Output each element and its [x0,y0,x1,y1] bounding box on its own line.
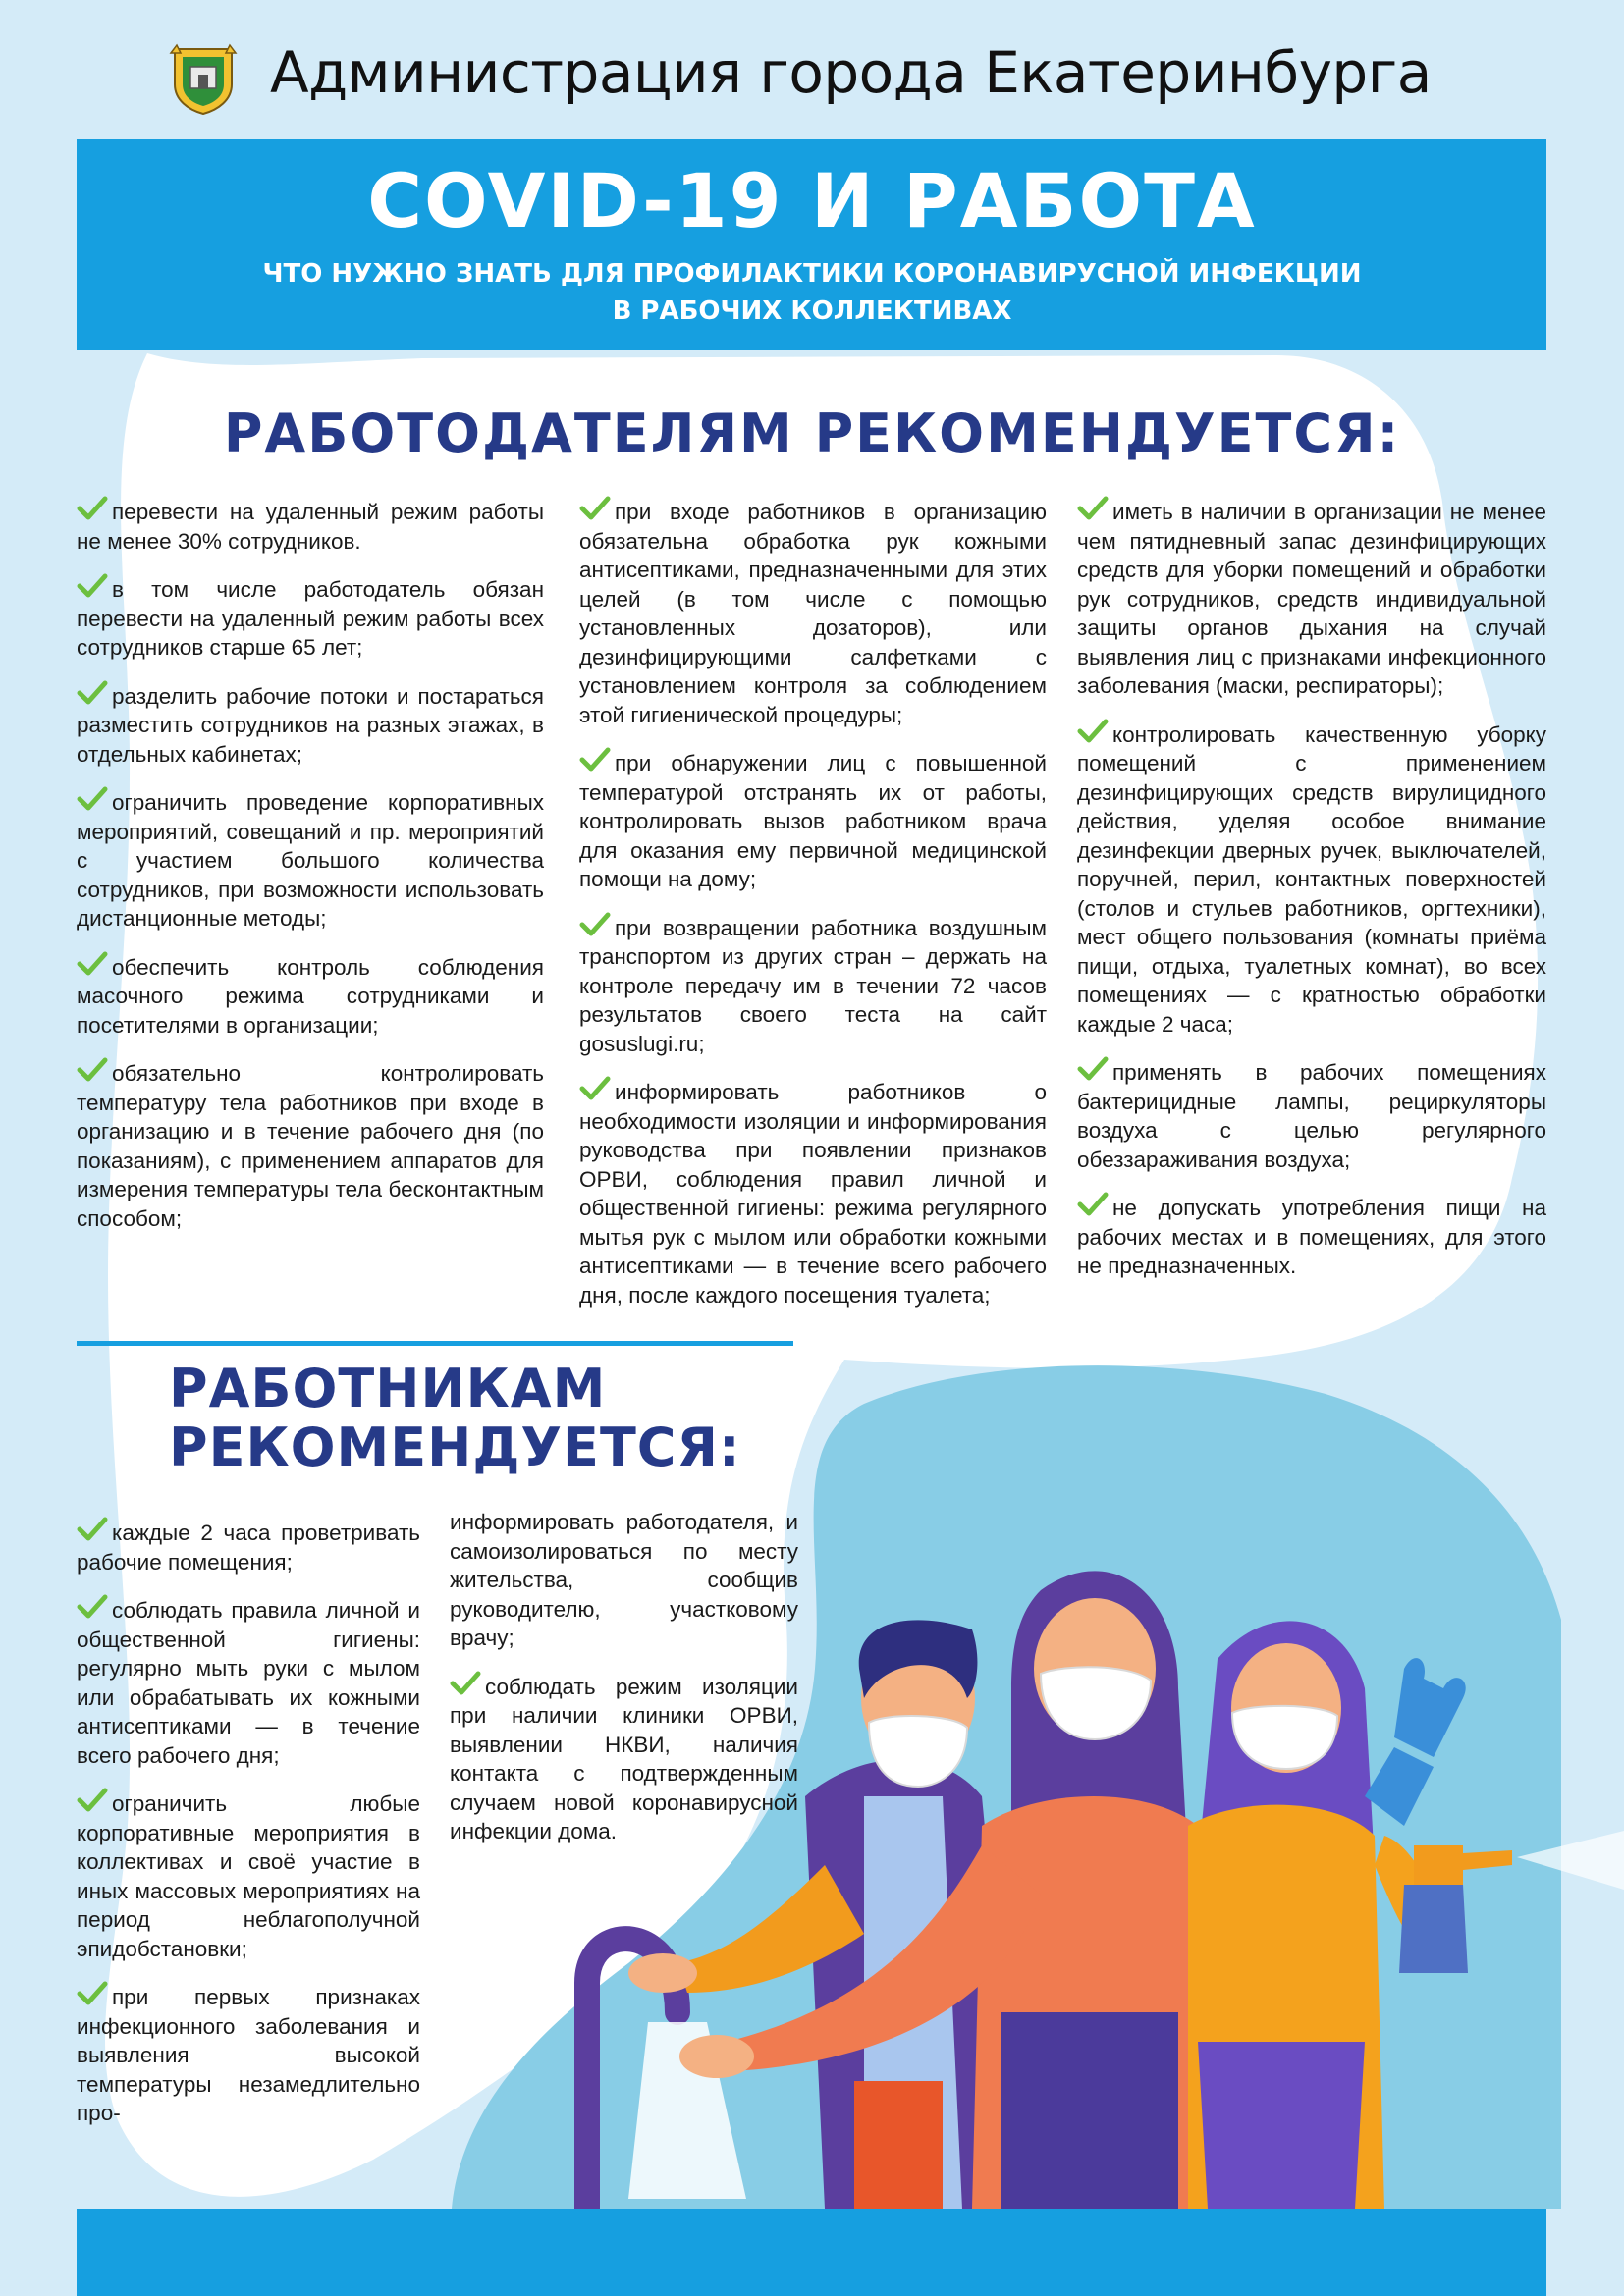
list-item [77,1981,420,2128]
list-item-text: обязательно контролировать температуру тела работников при входе в организацию и в течение рабочего дня (по показаниям), с применением аппаратов для измерения температуры тела бесконтактным способом; [77,1061,544,1231]
list-item-text: соблюдать режим изоляции при наличии клиники ОРВИ, выявлении НКВИ, наличия контакта с подтвержденным случаем новой коронавирусной инфекции дома. [450,1674,798,1843]
list-item-continuation: информировать работодателя, и самоизолироваться по месту жительства, сообщив руководителю, участковому врачу; [450,1510,798,1650]
list-item-text: перевести на удаленный режим работы не менее 30% сотрудников. [77,500,544,554]
list-item-text: соблюдать правила личной и общественной гигиены: регулярно мыть руки с мылом или обрабатывать их кожными антисептиками — в течение всего рабочего дня; [77,1598,420,1768]
check-icon [77,1788,108,1813]
check-icon [77,1517,108,1542]
list-item [450,1671,798,1846]
check-icon [450,1671,481,1696]
employers-heading: РАБОТОДАТЕЛЯМ РЕКОМЕНДУЕТСЯ: [223,402,1401,464]
list-item-text: не допускать употребления пищи на рабочих местах и в помещениях, для этого не предназначенных. [1077,1196,1546,1278]
list-item-text: при возвращении работника воздушным транспортом из других стран – держать на контроле передачу им в течении 72 часов результатов своего теста на сайт gosuslugi.ru; [579,915,1047,1056]
list-item-text: при обнаружении лиц с повышенной температурой отстранять их от работы, контролировать вызов работником врача для оказания ему первичной медицинской помощи на дому; [579,751,1047,891]
spray-bottle [1399,1831,1624,1973]
banner-title: COVID-19 И РАБОТА [367,157,1257,244]
workers-column-2 [450,1508,798,1864]
list-item-text: обеспечить контроль соблюдения масочного режима сотрудниками и посетителями в организации; [77,954,544,1038]
list-item-text: информировать работников о необходимости изоляции и информирования руководства при появлении признаков ОРВИ, соблюдения правил личной и общественной гигиены: режима регулярного мытья рук с мылом или обработки кожными антисептиками — в течение всего рабочего дня, после каждого посещения туалета; [579,1080,1047,1308]
workers-heading-line1: РАБОТНИКАМ [169,1358,607,1419]
list-item-text: при первых признаках инфекционного заболевания и выявления высокой температуры незамедлительно про- [77,1985,420,2125]
list-item-text: контролировать качественную уборку помещений с применением дезинфицирующих средств вирулицидного действия, уделяя особое внимание дезинфекции дверных ручек, выключателей, поручней, перил, контактных поверхностей (столов и стульев работников, оргтехники), мест общего пользования (комнаты приёма пищи, отдыха, туалетных комнат), во всех помещениях — с кратностью обработки каждые 2 часа; [1077,721,1546,1037]
list-item-text: в том числе работодатель обязан перевести на удаленный режим работы всех сотрудников старше 65 лет; [77,577,544,660]
header-title: Администрация города Екатеринбурга [270,39,1432,106]
list-item [77,1594,420,1770]
list-item [77,1788,420,1963]
workers-heading-line2: РЕКОМЕНДУЕТСЯ: [169,1416,741,1478]
banner-subtitle-line2: В РАБОЧИХ КОЛЛЕКТИВАХ [612,296,1012,326]
list-item-text: каждые 2 часа проветривать рабочие помещения; [77,1521,420,1575]
list-item-text: применять в рабочих помещениях бактерицидные лампы, рециркуляторы воздуха с целью регулярного обеззараживания воздуха; [1077,1060,1546,1172]
check-icon [77,1981,108,2006]
list-item-text: разделить рабочие потоки и постараться разместить сотрудников на разных этажах, в отдельных кабинетах; [77,683,544,767]
footer-bar [77,2209,1546,2296]
list-item [77,1517,420,1576]
list-item-text: ограничить проведение корпоративных мероприятий, совещаний и пр. мероприятий с участием большого количества сотрудников, при возможности использовать дистанционные методы; [77,790,544,931]
list-item-text: при входе работников в организацию обязательна обработка рук кожными антисептиками, предназначенными для этих целей (в том числе с помощью установленных дозаторов), или дезинфицирующими салфетками с установлением контроля за соблюдением этой гигиенической процедуры; [579,500,1047,727]
workers-column-1 [77,1517,420,2146]
list-item-text: иметь в наличии в организации не менее чем пятидневный запас дезинфицирующих средств для уборки помещений и обработки рук сотрудников, средств индивидуальной защиты органов дыхания на случай выявления лиц с признаками инфекционного заболевания (маски, респираторы); [1077,500,1546,698]
banner-subtitle-line1: ЧТО НУЖНО ЗНАТЬ ДЛЯ ПРОФИЛАКТИКИ КОРОНАВИРУСНОЙ ИНФЕКЦИИ [262,259,1362,289]
check-icon [77,1594,108,1620]
list-item-text: ограничить любые корпоративные мероприятия в коллективах и своё участие в иных массовых мероприятиях на период неблагополучной эпидобстановки; [77,1791,420,1961]
